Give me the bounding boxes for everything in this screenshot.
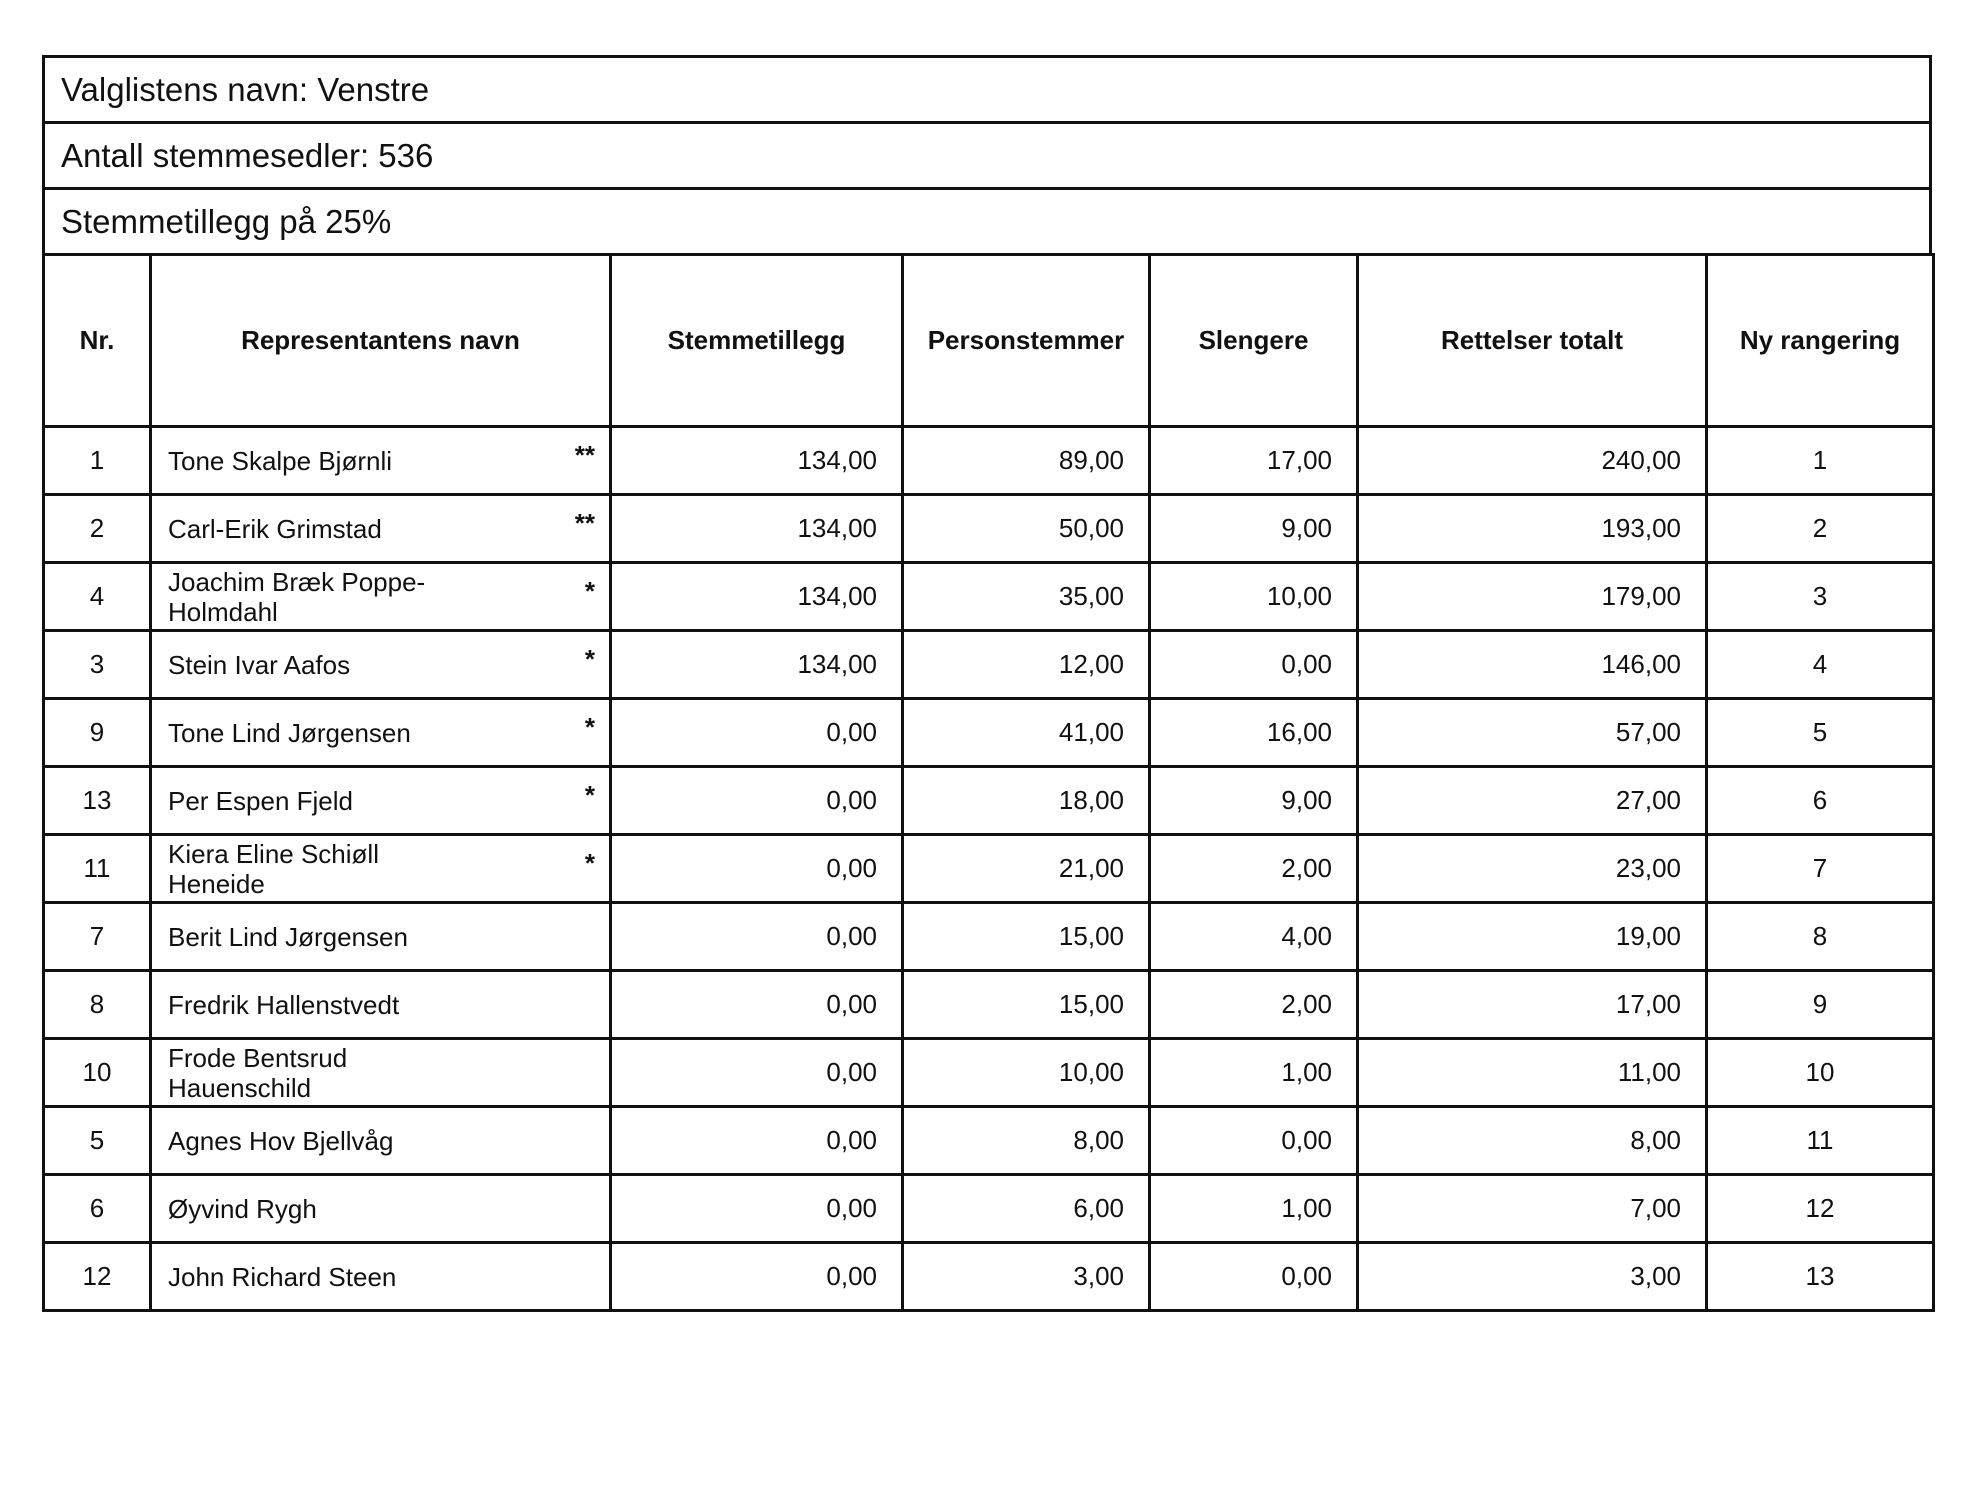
cell-personstemmer: 3,00 — [903, 1243, 1150, 1311]
cell-nr: 5 — [44, 1107, 151, 1175]
cell-name — [151, 699, 611, 767]
cell-stemmetillegg: 0,00 — [611, 1243, 903, 1311]
cell-nr: 11 — [44, 835, 151, 903]
candidate-mark: * — [584, 780, 595, 810]
cell-slengere: 10,00 — [1150, 563, 1358, 631]
candidate-mark: * — [584, 712, 595, 742]
cell-personstemmer: 41,00 — [903, 699, 1150, 767]
cell-rettelser-totalt: 27,00 — [1358, 767, 1707, 835]
cell-nr: 1 — [44, 427, 151, 495]
candidate-name: Stein Ivar Aafos — [168, 649, 351, 680]
col-header-slengere: Slengere — [1150, 255, 1358, 427]
cell-stemmetillegg: 0,00 — [611, 971, 903, 1039]
cell-ny-rangering: 10 — [1707, 1039, 1934, 1107]
cell-name — [151, 903, 611, 971]
cell-slengere: 2,00 — [1150, 835, 1358, 903]
cell-personstemmer: 15,00 — [903, 971, 1150, 1039]
candidate-name: Joachim Bræk Poppe-Holmdahl — [168, 566, 426, 627]
cell-stemmetillegg: 0,00 — [611, 835, 903, 903]
header-row — [44, 255, 1934, 427]
col-header-ny-rangering: Ny rangering — [1707, 255, 1934, 427]
cell-nr: 4 — [44, 563, 151, 631]
table-row — [44, 1107, 1934, 1175]
table-row — [44, 903, 1934, 971]
cell-ny-rangering: 5 — [1707, 699, 1934, 767]
candidate-name: Tone Lind Jørgensen — [168, 717, 411, 748]
cell-name — [151, 1175, 611, 1243]
col-header-personstemmer: Personstemmer — [903, 255, 1150, 427]
table-row — [44, 699, 1934, 767]
cell-slengere: 0,00 — [1150, 1243, 1358, 1311]
cell-rettelser-totalt: 57,00 — [1358, 699, 1707, 767]
cell-stemmetillegg: 0,00 — [611, 1107, 903, 1175]
table-row — [44, 495, 1934, 563]
cell-nr: 8 — [44, 971, 151, 1039]
cell-rettelser-totalt: 146,00 — [1358, 631, 1707, 699]
cell-personstemmer: 50,00 — [903, 495, 1150, 563]
cell-personstemmer: 12,00 — [903, 631, 1150, 699]
cell-stemmetillegg: 0,00 — [611, 699, 903, 767]
cell-slengere: 17,00 — [1150, 427, 1358, 495]
candidate-name: Tone Skalpe Bjørnli — [168, 445, 392, 476]
candidate-name: Kiera Eline Schiøll Heneide — [168, 838, 379, 899]
cell-slengere: 1,00 — [1150, 1039, 1358, 1107]
table-row — [44, 971, 1934, 1039]
candidate-name: Frode Bentsrud Hauenschild — [168, 1042, 348, 1103]
cell-rettelser-totalt: 19,00 — [1358, 903, 1707, 971]
ballot-count: Antall stemmesedler: 536 — [61, 136, 434, 174]
candidate-name: John Richard Steen — [168, 1261, 397, 1292]
cell-nr: 3 — [44, 631, 151, 699]
table-row — [44, 631, 1934, 699]
cell-personstemmer: 18,00 — [903, 767, 1150, 835]
cell-slengere: 0,00 — [1150, 631, 1358, 699]
cell-nr: 13 — [44, 767, 151, 835]
table-row — [44, 1039, 1934, 1107]
cell-ny-rangering: 12 — [1707, 1175, 1934, 1243]
table-row — [44, 767, 1934, 835]
cell-name — [151, 1107, 611, 1175]
col-header-nr: Nr. — [44, 255, 151, 427]
cell-nr: 12 — [44, 1243, 151, 1311]
cell-rettelser-totalt: 23,00 — [1358, 835, 1707, 903]
cell-rettelser-totalt: 7,00 — [1358, 1175, 1707, 1243]
cell-slengere: 1,00 — [1150, 1175, 1358, 1243]
cell-name — [151, 1039, 611, 1107]
cell-ny-rangering: 6 — [1707, 767, 1934, 835]
cell-name — [151, 835, 611, 903]
vote-bonus-row — [42, 187, 1932, 253]
col-header-rettelser-totalt: Rettelser totalt — [1358, 255, 1707, 427]
cell-nr: 2 — [44, 495, 151, 563]
cell-ny-rangering: 2 — [1707, 495, 1934, 563]
table-row — [44, 1243, 1934, 1311]
cell-ny-rangering: 9 — [1707, 971, 1934, 1039]
candidate-name: Per Espen Fjeld — [168, 785, 353, 816]
cell-nr: 7 — [44, 903, 151, 971]
list-name-row — [42, 55, 1932, 121]
cell-stemmetillegg: 0,00 — [611, 1039, 903, 1107]
table-row — [44, 427, 1934, 495]
cell-slengere: 2,00 — [1150, 971, 1358, 1039]
candidate-mark: ** — [574, 440, 595, 470]
results-sheet — [42, 55, 1932, 1312]
cell-stemmetillegg: 134,00 — [611, 631, 903, 699]
candidate-name: Fredrik Hallenstvedt — [168, 989, 400, 1020]
cell-rettelser-totalt: 193,00 — [1358, 495, 1707, 563]
cell-ny-rangering: 4 — [1707, 631, 1934, 699]
cell-nr: 10 — [44, 1039, 151, 1107]
cell-ny-rangering: 13 — [1707, 1243, 1934, 1311]
cell-rettelser-totalt: 3,00 — [1358, 1243, 1707, 1311]
cell-slengere: 9,00 — [1150, 767, 1358, 835]
cell-slengere: 9,00 — [1150, 495, 1358, 563]
cell-name — [151, 631, 611, 699]
candidate-mark: * — [584, 576, 595, 606]
cell-name — [151, 767, 611, 835]
cell-rettelser-totalt: 17,00 — [1358, 971, 1707, 1039]
cell-slengere: 4,00 — [1150, 903, 1358, 971]
cell-name — [151, 563, 611, 631]
ballot-count-row — [42, 121, 1932, 187]
cell-name — [151, 427, 611, 495]
cell-personstemmer: 10,00 — [903, 1039, 1150, 1107]
cell-name — [151, 1243, 611, 1311]
cell-stemmetillegg: 0,00 — [611, 1175, 903, 1243]
cell-name — [151, 495, 611, 563]
table-row — [44, 563, 1934, 631]
cell-ny-rangering: 8 — [1707, 903, 1934, 971]
cell-stemmetillegg: 134,00 — [611, 427, 903, 495]
cell-stemmetillegg: 0,00 — [611, 767, 903, 835]
table-row — [44, 1175, 1934, 1243]
candidate-mark: ** — [574, 508, 595, 538]
cell-slengere: 0,00 — [1150, 1107, 1358, 1175]
candidate-name: Berit Lind Jørgensen — [168, 921, 408, 952]
cell-ny-rangering: 7 — [1707, 835, 1934, 903]
candidate-name: Agnes Hov Bjellvåg — [168, 1125, 394, 1156]
cell-rettelser-totalt: 179,00 — [1358, 563, 1707, 631]
cell-personstemmer: 6,00 — [903, 1175, 1150, 1243]
cell-name — [151, 971, 611, 1039]
cell-rettelser-totalt: 240,00 — [1358, 427, 1707, 495]
candidate-name: Carl-Erik Grimstad — [168, 513, 382, 544]
list-name: Valglistens navn: Venstre — [61, 70, 430, 108]
cell-stemmetillegg: 134,00 — [611, 563, 903, 631]
candidate-name: Øyvind Rygh — [168, 1193, 317, 1224]
cell-personstemmer: 8,00 — [903, 1107, 1150, 1175]
col-header-name: Representantens navn — [151, 255, 611, 427]
cell-nr: 9 — [44, 699, 151, 767]
cell-rettelser-totalt: 11,00 — [1358, 1039, 1707, 1107]
cell-ny-rangering: 3 — [1707, 563, 1934, 631]
cell-personstemmer: 89,00 — [903, 427, 1150, 495]
cell-ny-rangering: 11 — [1707, 1107, 1934, 1175]
cell-stemmetillegg: 134,00 — [611, 495, 903, 563]
cell-personstemmer: 21,00 — [903, 835, 1150, 903]
cell-stemmetillegg: 0,00 — [611, 903, 903, 971]
candidate-mark: * — [584, 644, 595, 674]
cell-personstemmer: 35,00 — [903, 563, 1150, 631]
cell-rettelser-totalt: 8,00 — [1358, 1107, 1707, 1175]
table-row — [44, 835, 1934, 903]
candidate-mark: * — [584, 848, 595, 878]
cell-ny-rangering: 1 — [1707, 427, 1934, 495]
vote-bonus: Stemmetillegg på 25% — [61, 202, 392, 240]
results-table — [42, 253, 1935, 1312]
cell-personstemmer: 15,00 — [903, 903, 1150, 971]
cell-slengere: 16,00 — [1150, 699, 1358, 767]
col-header-stemmetillegg: Stemmetillegg — [611, 255, 903, 427]
cell-nr: 6 — [44, 1175, 151, 1243]
